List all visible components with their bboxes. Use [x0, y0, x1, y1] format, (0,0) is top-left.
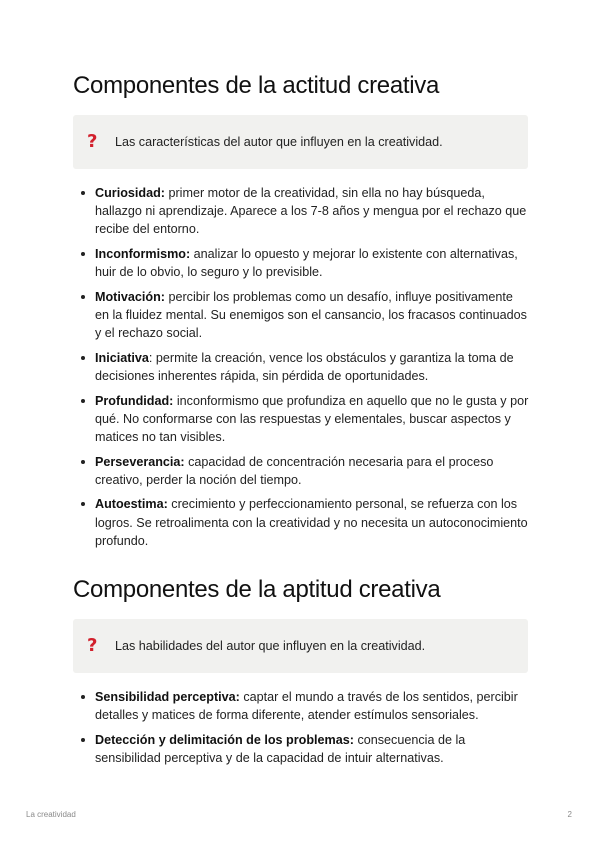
list-item-term: Curiosidad:	[95, 186, 165, 200]
section-heading-actitud: Componentes de la actitud creativa	[73, 72, 440, 99]
bullet-icon	[81, 738, 85, 742]
list-item	[73, 349, 529, 385]
callout-text: Las habilidades del autor que influyen en la creatividad.	[115, 639, 426, 653]
callout-text: Las características del autor que influyen en la creatividad.	[115, 135, 443, 149]
callout-aptitud	[73, 619, 528, 673]
list-item-text: primer motor de la creatividad, sin ella no hay búsqueda, hallazgo ni aprendizaje. Aparece a los 7-8 años y mengua por el rechazo que recibe del entorno.	[95, 186, 527, 237]
list-item-term: Profundidad:	[95, 393, 174, 408]
list-item-term: Iniciativa	[95, 350, 149, 365]
list-item-text: : permite la creación, vence los obstáculos y garantiza la toma de decisiones inherentes rápida, sin pérdida de oportunidades.	[95, 350, 514, 383]
list-actitud	[73, 184, 529, 556]
list-item-term: Motivación:	[95, 289, 165, 304]
list-item-text: crecimiento y perfeccionamiento personal, se refuerza con los logros. Se retroalimenta con la creatividad y no necesita un autoconocimiento profundo.	[95, 497, 528, 548]
list-item	[73, 392, 529, 447]
callout-actitud	[73, 115, 528, 169]
list-item	[73, 495, 529, 550]
section-heading-aptitud: Componentes de la aptitud creativa	[73, 576, 441, 603]
list-item-term: Autoestima:	[95, 497, 168, 512]
list-item-term: Detección y delimitación de los problemas:	[95, 732, 354, 747]
bullet-icon	[81, 356, 85, 360]
bullet-icon	[81, 191, 85, 195]
bullet-icon	[81, 399, 85, 403]
list-item-text: consecuencia de la sensibilidad perceptiva y de la capacidad de intuir alternativas.	[95, 732, 466, 765]
list-item	[73, 288, 529, 343]
list-item-term: Perseverancia:	[95, 454, 185, 469]
list-item	[73, 731, 529, 767]
list-aptitud	[73, 688, 529, 774]
question-mark-icon: ?	[87, 131, 98, 152]
list-item	[73, 245, 529, 281]
question-mark-icon: ?	[87, 635, 98, 656]
list-item-text: percibir los problemas como un desafío, influye positivamente en la fluidez mental. Su enemigos son el cansancio, los fracasos continuados y el rechazo social.	[95, 289, 527, 341]
list-item-text: captar el mundo a través de los sentidos, percibir detalles y matices de forma diferente, atender estímulos sensoriales.	[95, 690, 518, 723]
bullet-icon	[81, 695, 85, 699]
bullet-icon	[81, 295, 85, 299]
list-item-text: analizar lo opuesto y mejorar lo existente con alternativas, huir de lo obvio, lo seguro y lo previsible.	[95, 247, 518, 280]
bullet-icon	[81, 460, 85, 464]
page-number: 2	[567, 810, 572, 819]
bullet-icon	[81, 502, 85, 506]
list-item-term: Sensibilidad perceptiva:	[95, 690, 240, 704]
list-item-text: capacidad de concentración necesaria para el proceso creativo, perder la noción del tiempo.	[95, 454, 494, 487]
list-item	[73, 688, 529, 724]
footer-title: La creatividad	[26, 810, 76, 819]
list-item	[73, 453, 529, 489]
list-item-text: inconformismo que profundiza en aquello que no le gusta y por qué. No conformarse con las respuestas y elementales, buscar aspectos y matices no tan visibles.	[95, 393, 529, 444]
bullet-icon	[81, 252, 85, 256]
list-item	[73, 184, 529, 239]
list-item-term: Inconformismo:	[95, 247, 191, 261]
